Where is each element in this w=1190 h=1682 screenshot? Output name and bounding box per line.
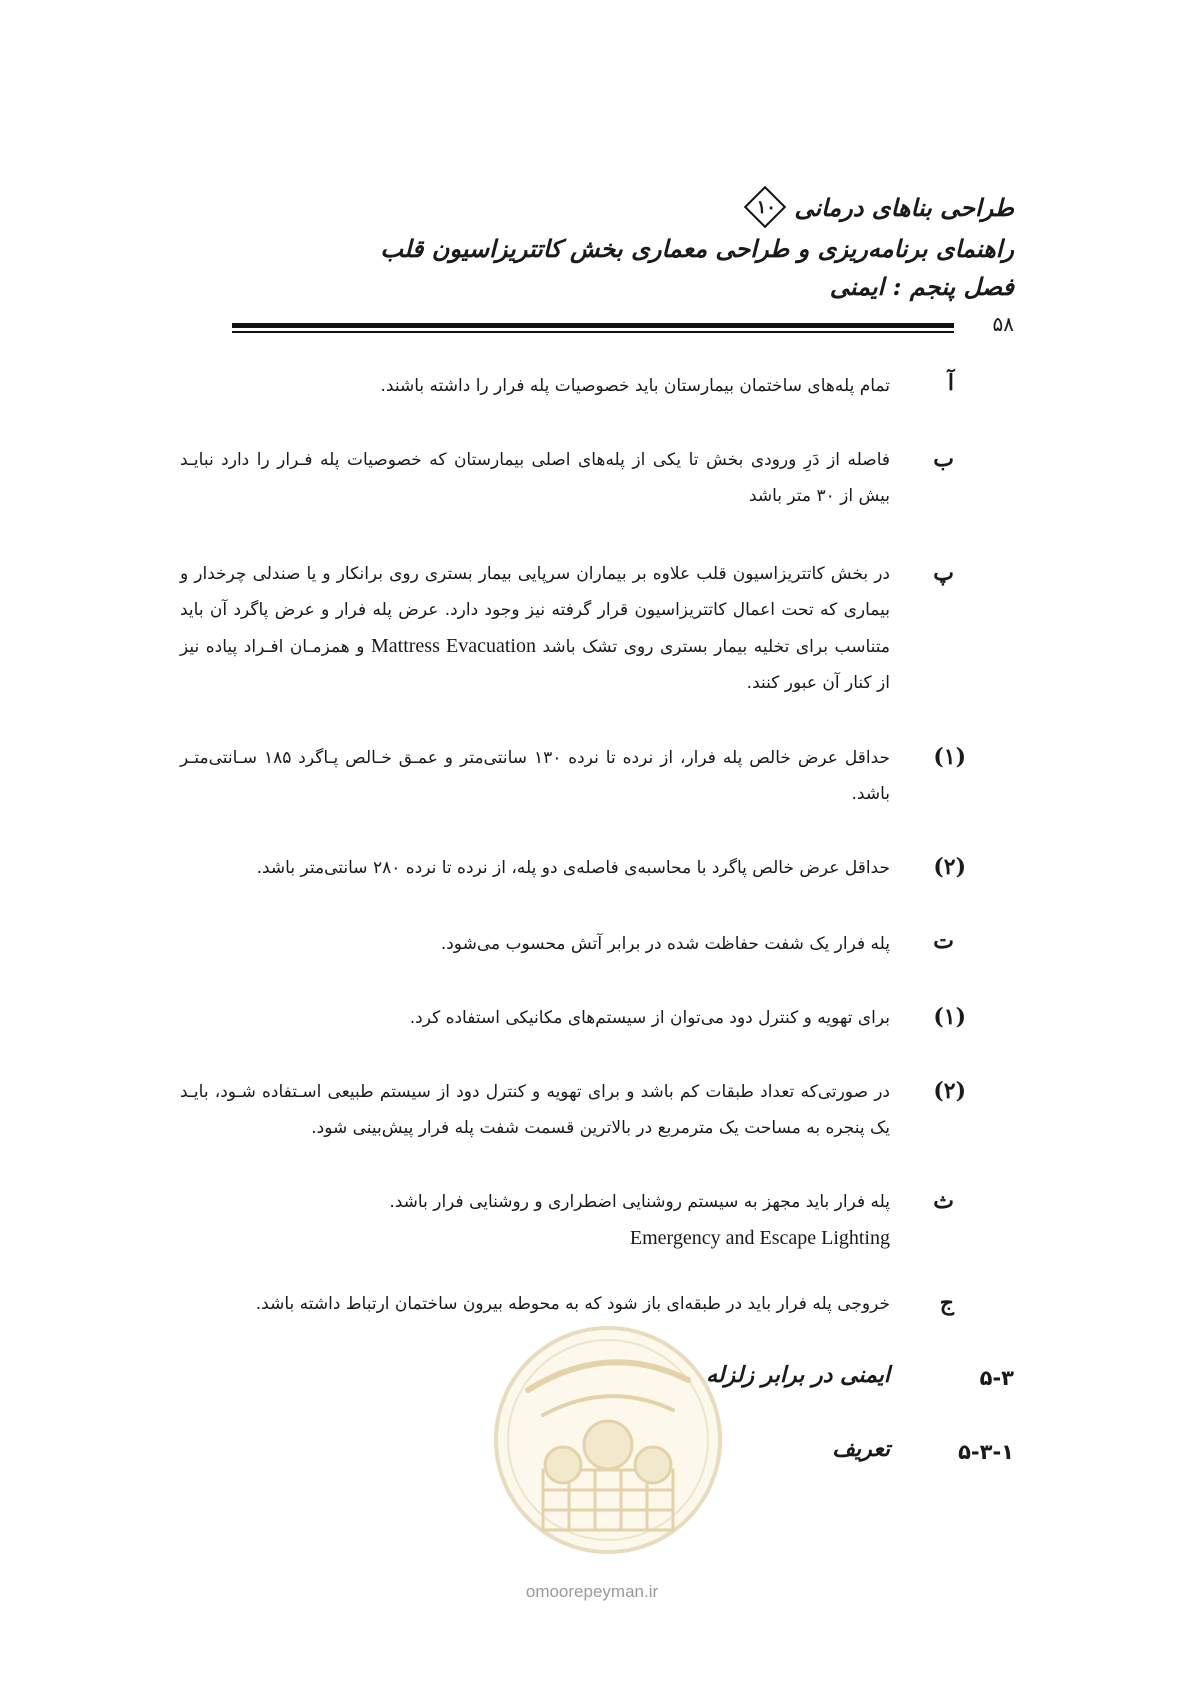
item-label: (۱) — [933, 744, 966, 770]
list-item — [180, 556, 890, 701]
list-item: خروجی پله فرار باید در طبقه‌ای باز شود که به محوطه بیرون ساختمان ارتباط داشته باشد. — [255, 1294, 890, 1314]
header-divider-thin — [232, 331, 954, 333]
section-title: ایمنی در برابر زلزله — [706, 1362, 890, 1388]
item-label: ت — [933, 928, 954, 954]
item-label: ب — [933, 446, 954, 472]
item-label: ج — [939, 1290, 954, 1316]
list-item: فاصله از دَرِ ورودی بخش تا یکی از پله‌های اصلی بیمارستان که خصوصیات پله فـرار را دارد نبایـد بیش از ۳۰ متر باشد — [180, 450, 890, 506]
chapter-title: فصل پنجم : ایمنی — [829, 272, 1014, 301]
item-text: پله فرار باید مجهز به سیستم روشنایی اضطراری و روشنایی فرار باشد. — [389, 1192, 890, 1212]
item-label: (۲) — [933, 854, 966, 880]
item-label: آ — [947, 370, 954, 396]
item-label: پ — [933, 560, 954, 586]
section-number: ۵-۳-۱ — [958, 1440, 1014, 1464]
section-number: ۵-۳ — [979, 1366, 1014, 1390]
item-label: (۲) — [933, 1078, 966, 1104]
list-item — [290, 1184, 890, 1256]
page-number: ۵۸ — [992, 312, 1014, 336]
list-item: در صورتی‌که تعداد طبقات کم باشد و برای تهویه و کنترل دود از سیستم طبیعی اسـتفاده شـود، بایـد یک پنجره به مساحت یک مترمربع در بالاترین قسمت شفت پله فرار پیش‌بینی شود. — [180, 1082, 890, 1138]
list-item: حداقل عرض خالص پله فرار، از نرده تا نرده ۱۳۰ سانتی‌متر و عمـق خـالص پـاگرد ۱۸۵ سـانتی‌متـر باشد. — [180, 748, 891, 804]
page-header — [380, 186, 1014, 306]
watermark-url: omoorepeyman.ir — [525, 1582, 659, 1601]
list-item: تمام پله‌های ساختمان بیمارستان باید خصوصیات پله فرار را داشته باشند. — [380, 376, 890, 396]
book-subtitle: راهنمای برنامه‌ریزی و طراحی معماری بخش کاتتریزاسیون قلب — [380, 234, 1014, 263]
list-item: حداقل عرض خالص پاگرد با محاسبه‌ی فاصله‌ی دو پله، از نرده تا نرده ۲۸۰ سانتی‌متر باشد. — [256, 858, 890, 878]
book-title-line — [380, 186, 1014, 230]
item-text-after: و همزمـان افـراد پیاده نیز از کنار آن عبور کنند. — [180, 637, 890, 693]
book-title: طراحی بناهای درمانی — [794, 193, 1014, 222]
item-label: ث — [933, 1188, 954, 1214]
watermark-logo-icon — [488, 1320, 728, 1560]
book-number: ۱۰ — [756, 197, 776, 218]
latin-term: Emergency and Escape Lighting — [629, 1227, 890, 1249]
header-divider — [232, 323, 954, 328]
item-label: (۱) — [933, 1004, 966, 1030]
list-item: پله فرار یک شفت حفاظت شده در برابر آتش محسوب می‌شود. — [440, 934, 890, 954]
book-number-badge — [744, 186, 788, 230]
section-title: تعریف — [832, 1436, 890, 1462]
list-item: برای تهویه و کنترل دود می‌توان از سیستم‌های مکانیکی استفاده کرد. — [409, 1008, 890, 1028]
item-text: در بخش کاتتریزاسیون قلب علاوه بر بیماران سرپایی بیمار بستری روی برانکار و یا صندلی چرخدار و بیماری که تحت اعمال کاتتریزاسیون قرار گرفته نیز وجود دارد. عرض پله فرار و عرض پاگرد آن باید متناسب برای تخلیه بیمار بستری روی تشک باشد — [180, 564, 891, 657]
latin-term: Mattress Evacuation — [371, 635, 536, 657]
